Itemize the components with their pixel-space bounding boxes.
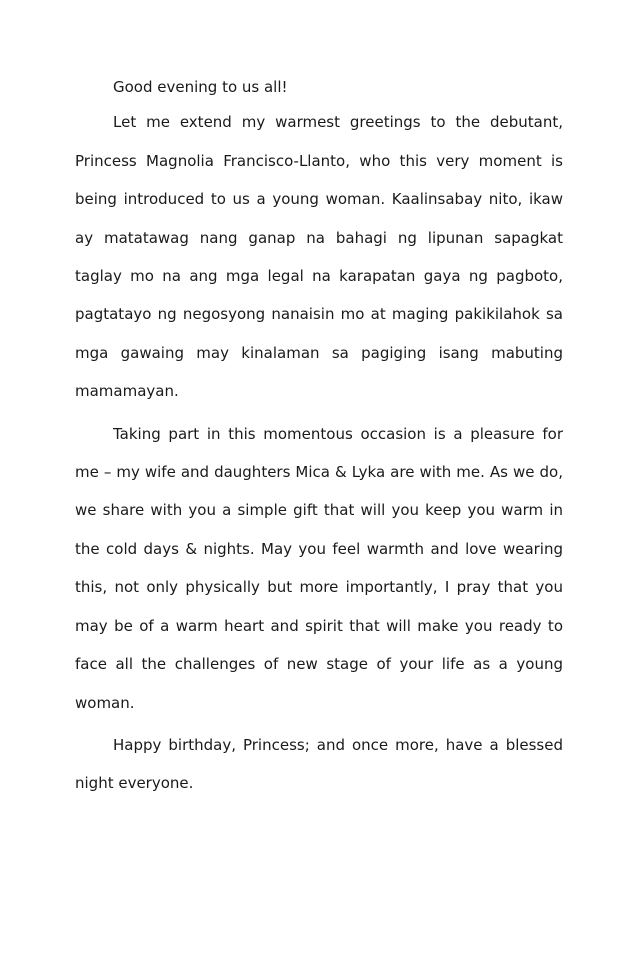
greeting-paragraph: Good evening to us all! (113, 78, 288, 96)
closing-paragraph: Happy birthday, Princess; and once more, have a blessed night everyone. (75, 735, 563, 793)
gift-paragraph: Taking part in this momentous occasion is a pleasure for me – my wife and daughters Mica & Lyka are with me. As we do, we share with you a simple gift that will you keep you warm in the cold days & nights. May you feel warmth and love wearing this, not only physically but more importantly, I pray that you may be of a warm heart and spirit that will make you ready to face all the challenges of new stage of your life as a young woman. (75, 424, 563, 712)
greetings-paragraph: Let me extend my warmest greetings to the debutant, Princess Magnolia Francisco-Llanto, who this very moment is being introduced to us a young woman. Kaalinsabay nito, ikaw ay matatawag nang ganap na bahagi ng lipunan sapagkat taglay mo na ang mga legal na karapatan gaya ng pagboto, pagtatayo ng negosyong nanaisin mo at maging pakikilahok sa mga gawaing may kinalaman sa pagiging isang mabuting mamamayan. (75, 113, 563, 401)
speech-body (75, 74, 563, 803)
